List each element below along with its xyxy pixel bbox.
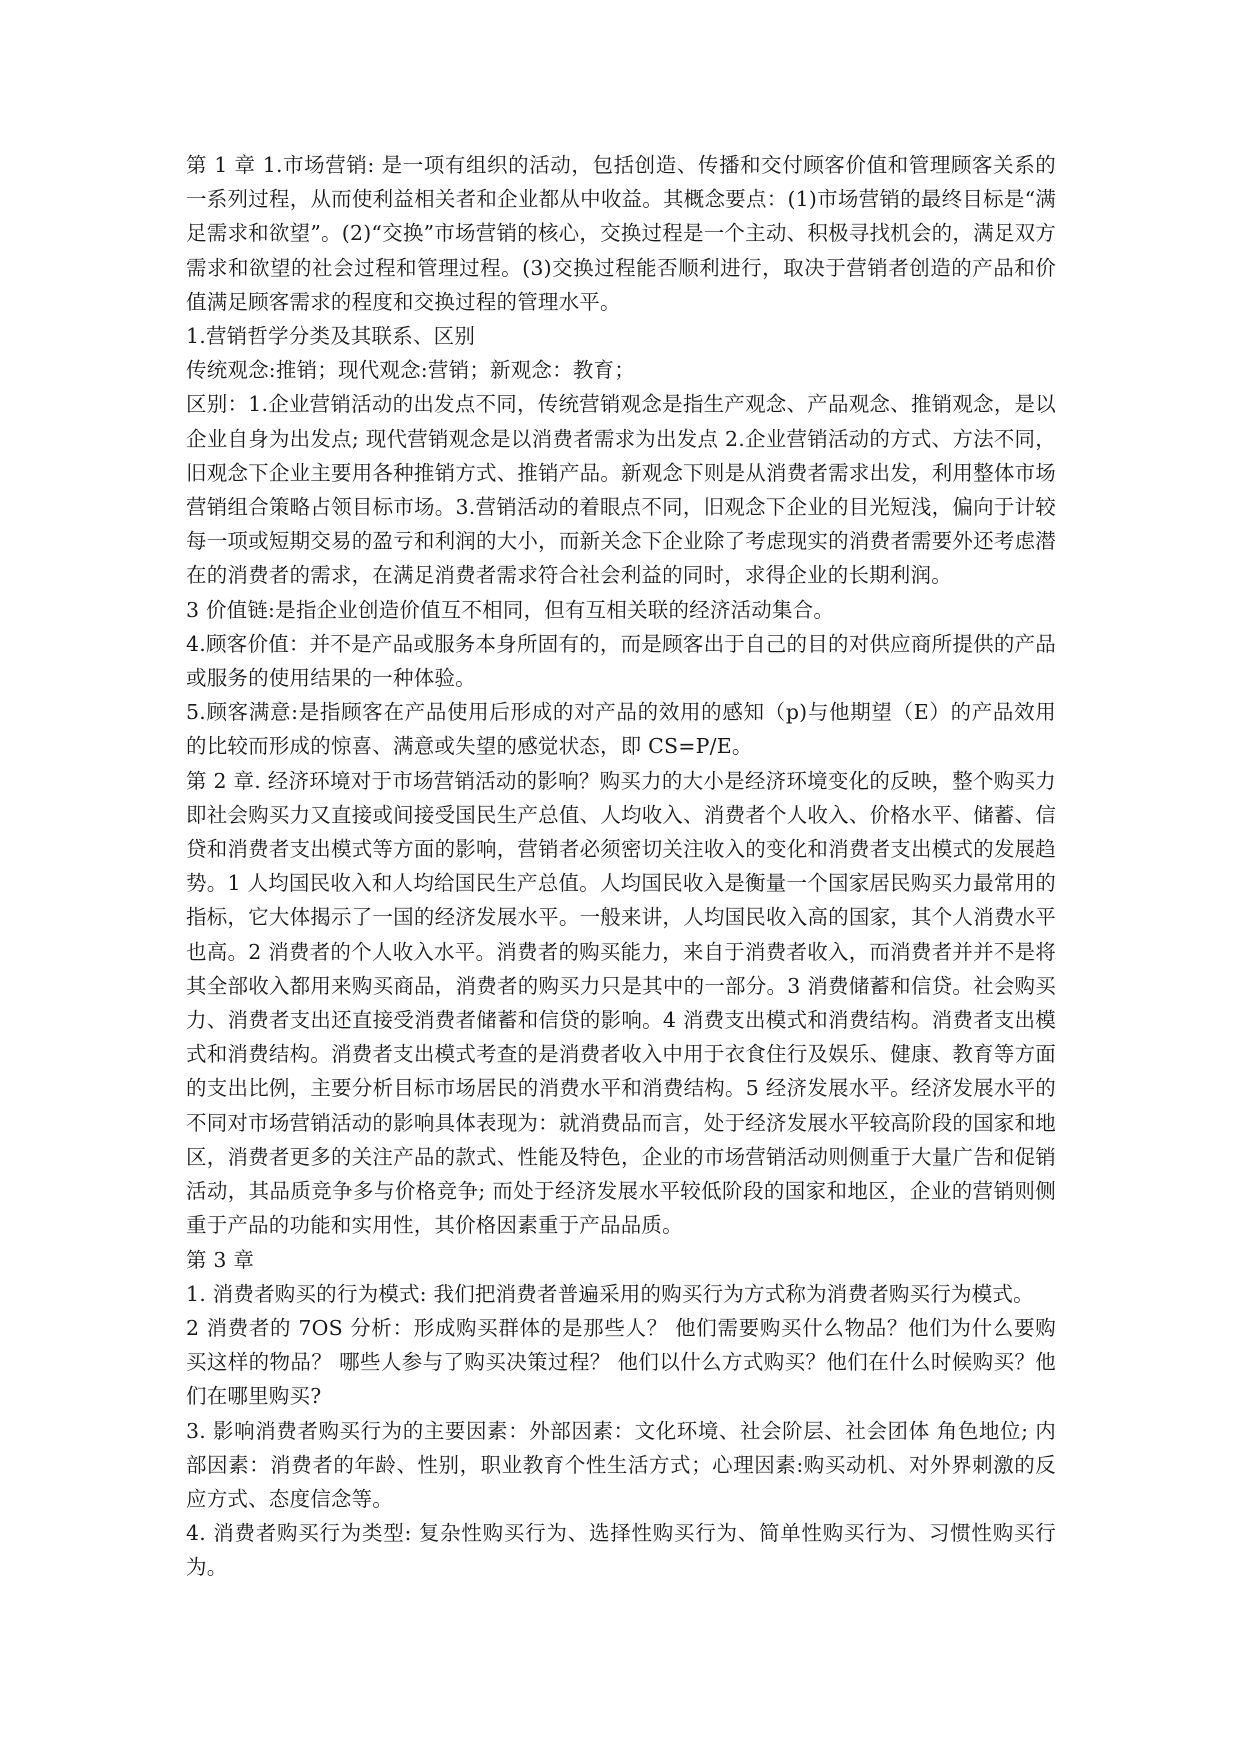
concepts-differences: 区别：1.企业营销活动的出发点不同，传统营销观念是指生产观念、产品观念、推销观念，是以企业自身为出发点; 现代营销观念是以消费者需求为出发点 2.企业营销活动的方式、方法不同，旧观念下企业主要用各种推销方式、推销产品。新观念下则是从消费者需求出发，利用整体市场营销组合策略占领目标市场。3.营销活动的着眼点不同，旧观念下企业的目光短浅，偏向于计较每一项或短期交易的盈亏和利润的大小，而新关念下企业除了考虑现实的消费者需要外还考虑潜在的消费者的需求，在满足消费者需求符合社会利益的同时，求得企业的长期利润。 [186,392,1056,588]
chapter1-marketing-definition: 第 1 章 1.市场营销: 是一项有组织的活动，包括创造、传播和交付顾客价值和管理顾客关系的一系列过程，从而使利益相关者和企业都从中收益。其概念要点：(1)市场营销的最终目标是“满足需求和欲望”。(2)“交换”市场营销的核心，交换过程是一个主动、积极寻找机会的，满足双方需求和欲望的社会过程和管理过程。(3)交换过程能否顺利进行，取决于营销者创造的产品和价值满足顾客需求的程度和交换过程的管理水平。 [186,153,1056,314]
7os-analysis: 2 消费者的 7OS 分析：形成购买群体的是那些人？ 他们需要购买什么物品？他们为什么要购买这样的物品？ 哪些人参与了购买决策过程？ 他们以什么方式购买？他们在什么时候购买？他们在哪里购买? [186,1315,1056,1409]
customer-value-definition: 4.顾客价值：并不是产品或服务本身所固有的，而是顾客出于自己的目的对供应商所提供的产品或服务的使用结果的一种体验。 [186,631,1056,691]
document-body [186,148,1056,1585]
marketing-concepts-line: 传统观念:推销；现代观念:营销；新观念：教育； [186,358,635,383]
marketing-philosophy-heading: 1.营销哲学分类及其联系、区别 [186,324,476,349]
chapter2-economic-environment: 第 2 章. 经济环境对于市场营销活动的影响？购买力的大小是经济环境变化的反映，整个购买力即社会购买力又直接或间接受国民生产总值、人均收入、消费者个人收入、价格水平、储蓄、信贷和消费者支出模式等方面的影响，营销者必须密切关注收入的变化和消费者支出模式的发展趋势。1 人均国民收入和人均给国民生产总值。人均国民收入是衡量一个国家居民购买力最常用的指标，它大体揭示了一国的经济发展水平。一般来讲，人均国民收入高的国家，其个人消费水平也高。2 消费者的个人收入水平。消费者的购买能力，来自于消费者收入，而消费者并并不是将其全部收入都用来购买商品，消费者的购买力只是其中的一部分。3 消费储蓄和信贷。社会购买力、消费者支出还直接受消费者储蓄和信贷的影响。4 消费支出模式和消费结构。消费者支出模式和消费结构。消费者支出模式考查的是消费者收入中用于衣食住行及娱乐、健康、教育等方面的支出比例，主要分析目标市场居民的消费水平和消费结构。5 经济发展水平。经济发展水平的不同对市场营销活动的影响具体表现为：就消费品而言，处于经济发展水平较高阶段的国家和地区，消费者更多的关注产品的款式、性能及特色，企业的市场营销活动则侧重于大量广告和促销活动，其品质竞争多与价格竞争; 而处于经济发展水平较低阶段的国家和地区，企业的营销则侧重于产品的功能和实用性，其价格因素重于产品品质。 [186,768,1056,1238]
value-chain-definition: 3 价值链:是指企业创造价值互不相同，但有互相关联的经济活动集合。 [186,597,835,622]
buying-behavior-model: 1. 消费者购买的行为模式: 我们把消费者普遍采用的购买行为方式称为消费者购买行为模式。 [186,1281,1034,1306]
chapter3-heading: 第 3 章 [186,1247,255,1272]
customer-satisfaction-definition: 5.顾客满意:是指顾客在产品使用后形成的对产品的效用的感知（p)与他期望（E）的产品效用的比较而形成的惊喜、满意或失望的感觉状态，即 CS=P/E。 [186,700,1056,759]
buying-behavior-types: 4. 消费者购买行为类型: 复杂性购买行为、选择性购买行为、简单性购买行为、习惯性购买行为。 [186,1521,1056,1580]
buying-behavior-factors: 3. 影响消费者购买行为的主要因素：外部因素：文化环境、社会阶层、社会团体 角色地位; 内部因素：消费者的年龄、性别，职业教育个性生活方式；心理因素:购买动机、对外界刺激的反应方式、态度信念等。 [186,1418,1056,1511]
